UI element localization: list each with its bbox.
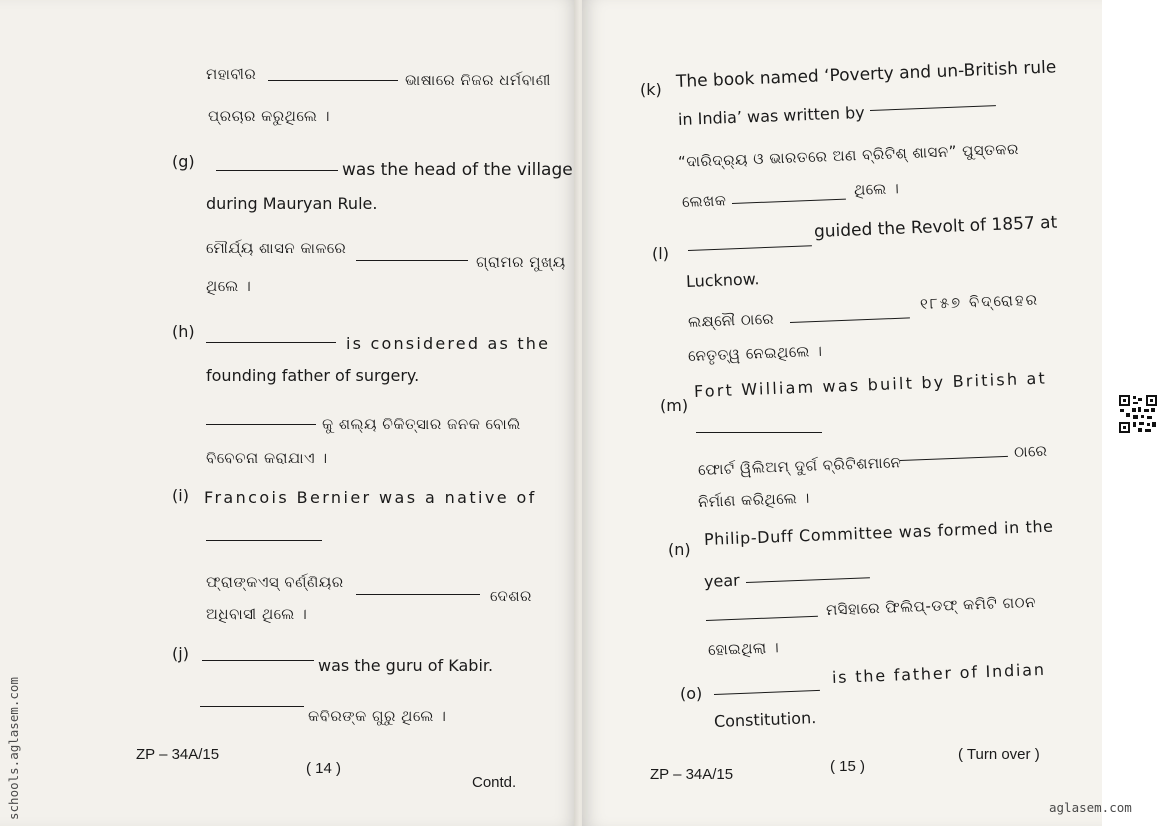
q-l-odia-line1-start: ଲକ୍ଷ୍ନୌ ଠାରେ bbox=[687, 309, 775, 331]
q-g-odia-line1-end: ଗ୍ରାମର ମୁଖ୍ୟ bbox=[476, 253, 566, 271]
q-i-label: (i) bbox=[172, 486, 189, 505]
q-f-odia-line1-start: ମହାବୀର bbox=[206, 65, 257, 83]
q-h-english-line1: is considered as the bbox=[346, 334, 551, 353]
q-i-odia-line2: ଅଧିବାସୀ ଥିଲେ । bbox=[206, 605, 308, 623]
q-l-english-line1: guided the Revolt of 1857 at bbox=[813, 212, 1058, 242]
q-k-odia-line1: “ଦାରିଦ୍ର୍ୟ ଓ ଭାରତରେ ଅଣ ବ୍ରିଟିଶ୍ ଶାସନ” ପୁସ୍ତକର bbox=[677, 139, 1020, 171]
q-m-english-line1: Fort William was built by British at bbox=[693, 368, 1048, 401]
q-o-blank bbox=[714, 690, 820, 695]
q-l-blank-odia bbox=[790, 317, 910, 323]
q-l-odia-line1-end: ୧୮୫୭ ବିଦ୍ରୋହର bbox=[919, 290, 1040, 313]
corner-watermark: aglasem.com bbox=[1049, 800, 1132, 815]
q-k-label: (k) bbox=[640, 80, 662, 99]
q-i-odia-line1-end: ଦେଶର bbox=[490, 587, 532, 605]
left-footer-page-number: ( 14 ) bbox=[306, 760, 342, 777]
q-j-label: (j) bbox=[172, 644, 189, 663]
right-footer-code: ZP – 34A/15 bbox=[650, 766, 734, 783]
q-g-blank bbox=[216, 170, 338, 171]
q-k-blank bbox=[870, 105, 996, 111]
q-l-english-line2: Lucknow. bbox=[685, 269, 760, 291]
q-g-blank-odia bbox=[356, 260, 468, 261]
q-i-odia-line1-start: ଫ୍ରାଙ୍କଏସ୍ ବର୍ଣ୍ଣିୟର bbox=[206, 573, 344, 591]
q-n-label: (n) bbox=[668, 540, 691, 559]
q-o-english-line1: is the father of Indian bbox=[831, 659, 1047, 687]
q-k-blank-odia bbox=[732, 199, 846, 204]
q-h-english-line2: founding father of surgery. bbox=[206, 366, 420, 385]
q-n-english-line1: Philip-Duff Committee was formed in the bbox=[703, 516, 1054, 549]
q-h-odia-line2: ବିବେଚନା କରାଯାଏ । bbox=[206, 449, 328, 467]
right-footer-turn-over: ( Turn over ) bbox=[958, 746, 1040, 763]
q-k-odia-line2-start: ଲେଖକ bbox=[681, 191, 727, 211]
q-l-odia-line2: ନେତୃତ୍ୱ ନେଇଥିଲେ । bbox=[687, 341, 823, 365]
q-j-english-line1: was the guru of Kabir. bbox=[318, 656, 494, 675]
q-g-odia-line1-start: ମୌର୍ଯ୍ୟ ଶାସନ କାଳରେ bbox=[206, 239, 347, 257]
q-h-odia-line1: କୁ ଶଲ୍ୟ ଚିକିତ୍ସାର ଜନକ ବୋଲି bbox=[322, 415, 521, 433]
q-j-blank-odia bbox=[200, 706, 304, 707]
q-j-blank bbox=[202, 660, 314, 661]
q-h-label: (h) bbox=[172, 322, 195, 341]
q-n-odia-line2: ହୋଇଥିଲା । bbox=[707, 638, 780, 659]
right-page bbox=[582, 0, 1102, 826]
qr-code-icon bbox=[1118, 394, 1158, 434]
q-g-english-line1: was the head of the village bbox=[342, 160, 573, 180]
q-n-blank-odia bbox=[706, 616, 818, 621]
q-m-odia-line2: ନିର୍ମାଣ କରିଥିଲେ । bbox=[697, 488, 811, 511]
q-n-english-line2: year bbox=[703, 570, 741, 591]
q-f-odia-line2: ପ୍ରଚାର କରୁଥିଲେ । bbox=[208, 107, 330, 125]
q-m-blank bbox=[696, 432, 822, 433]
q-k-english-line2: in India’ was written by bbox=[677, 102, 865, 129]
q-j-odia-line1: କବିରଙ୍କ ଗୁରୁ ଥିଲେ । bbox=[308, 707, 447, 725]
left-footer-code: ZP – 34A/15 bbox=[136, 746, 220, 763]
q-g-odia-line2: ଥିଲେ । bbox=[206, 277, 252, 295]
q-i-english-line1: Francois Bernier was a native of bbox=[204, 488, 537, 507]
left-page bbox=[0, 0, 582, 826]
q-m-odia-line1-start: ଫୋର୍ଟ ୱିଲିଅମ୍ ଦୁର୍ଗ ବ୍ରିଟିଶମାନେ bbox=[697, 453, 902, 479]
side-watermark: schools.aglasem.com bbox=[6, 677, 21, 820]
q-h-blank bbox=[206, 342, 336, 343]
q-n-odia-line1: ମସିହାରେ ଫିଲିପ୍-ଡଫ୍ କମିଟି ଗଠନ bbox=[825, 592, 1037, 619]
q-m-odia-line1-end: ଠାରେ bbox=[1013, 441, 1048, 461]
q-i-blank bbox=[206, 540, 322, 541]
q-i-blank-odia bbox=[356, 594, 480, 595]
q-k-odia-line2-end: ଥିଲେ । bbox=[853, 179, 900, 199]
q-f-blank-odia bbox=[268, 80, 398, 81]
right-footer-page-number: ( 15 ) bbox=[830, 758, 866, 775]
q-m-label: (m) bbox=[660, 396, 689, 415]
q-k-english-line1: The book named ‘Poverty and un-British rule bbox=[675, 57, 1057, 92]
q-l-label: (l) bbox=[652, 244, 669, 263]
q-o-english-line2: Constitution. bbox=[713, 708, 817, 731]
q-g-label: (g) bbox=[172, 152, 195, 171]
q-h-blank-odia bbox=[206, 424, 316, 425]
q-n-blank bbox=[746, 577, 870, 583]
q-m-blank-odia bbox=[900, 456, 1008, 461]
q-f-odia-line1-end: ଭାଷାରେ ନିଜର ଧର୍ମବାଣୀ bbox=[405, 71, 551, 89]
left-footer-contd: Contd. bbox=[472, 774, 517, 791]
q-g-english-line2: during Mauryan Rule. bbox=[206, 194, 378, 213]
q-o-label: (o) bbox=[680, 684, 703, 703]
q-l-blank bbox=[688, 245, 812, 251]
